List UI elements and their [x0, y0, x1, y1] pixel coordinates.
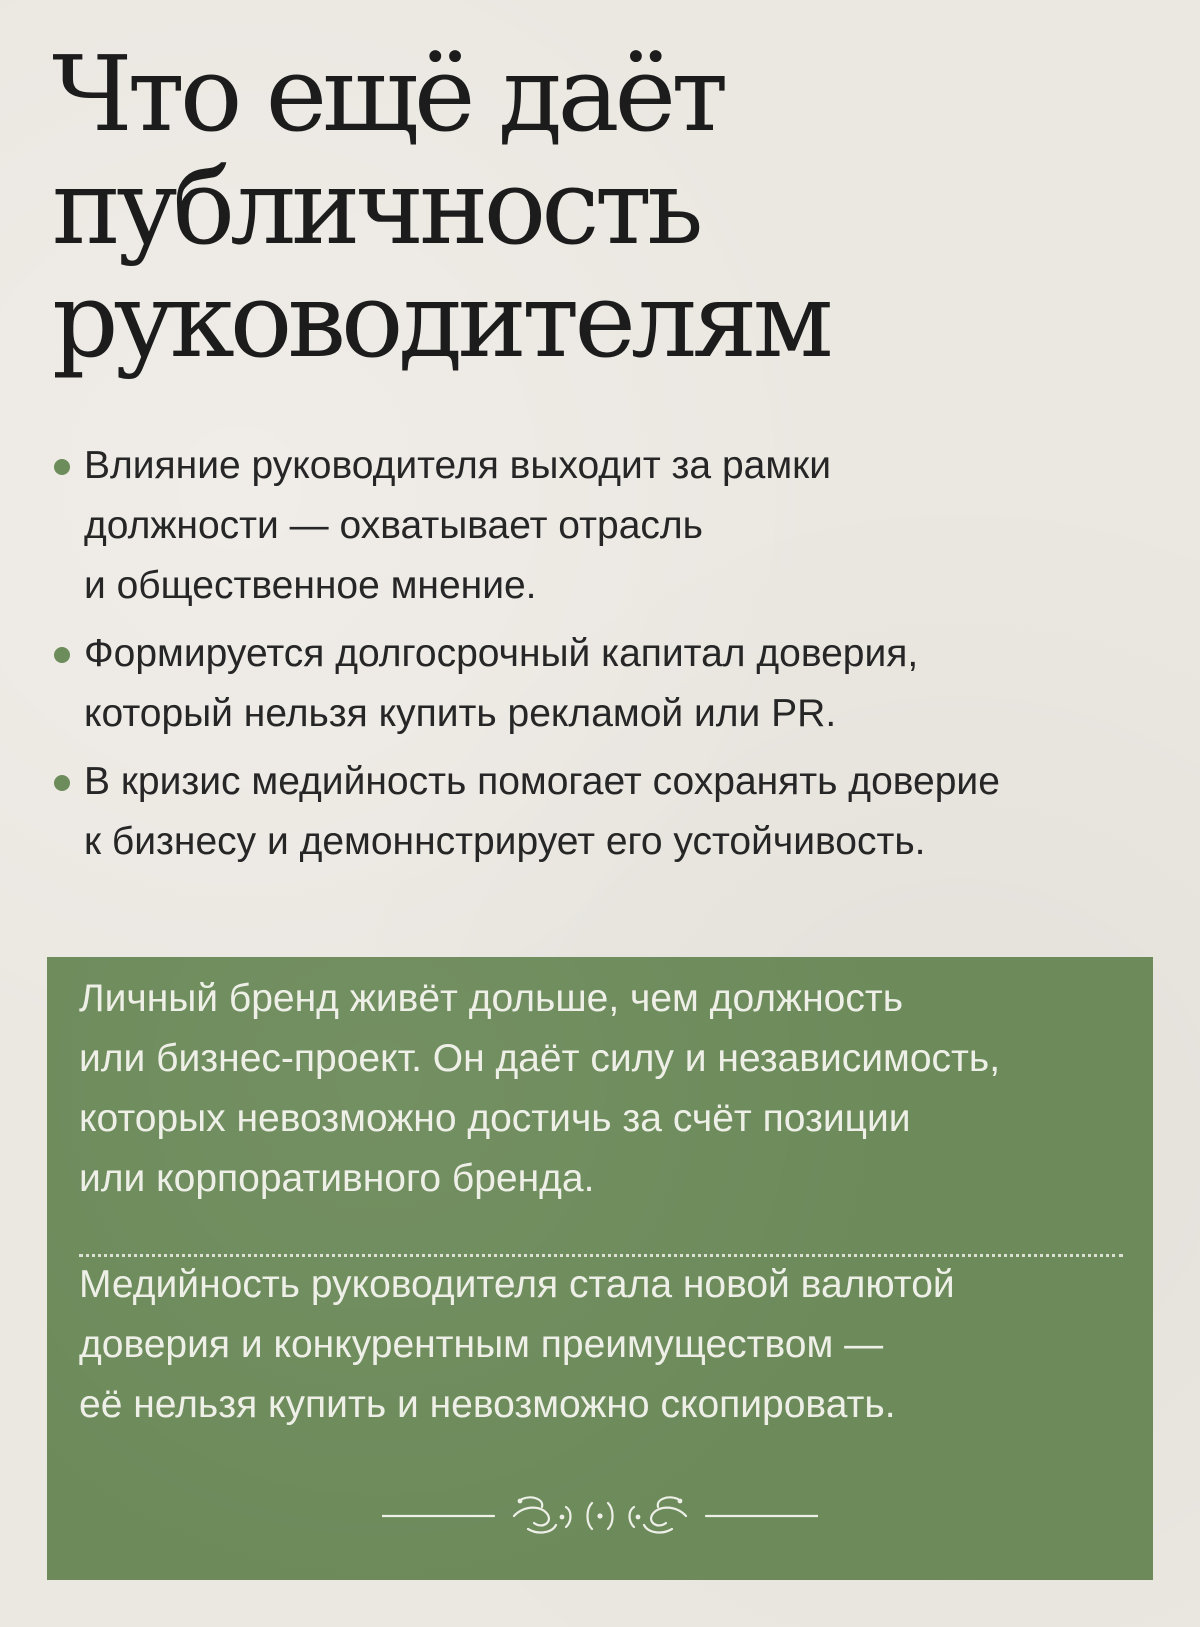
page-title: [52, 33, 1052, 381]
list-item: [54, 752, 1164, 872]
quote-line: которых невозможно достичь за счёт позиции: [79, 1097, 911, 1140]
bullet-dot-icon: [54, 775, 70, 791]
list-item-text: Формируется долгосрочный капитал доверия,: [84, 632, 919, 675]
quote-line: доверия и конкурентным преимуществом —: [79, 1323, 884, 1366]
flourish-ornament-icon: [382, 1489, 818, 1539]
list-item-text: должности — охватывает отрасль: [84, 504, 703, 547]
list-item-text: Влияние руководителя выходит за рамки: [84, 444, 831, 487]
list-item-text: к бизнесу и демоннстрирует его устойчивость.: [84, 820, 926, 863]
title-line: публичность: [52, 146, 699, 268]
quote-line: Личный бренд живёт дольше, чем должность: [79, 977, 904, 1020]
bullet-dot-icon: [54, 647, 70, 663]
list-item: [54, 436, 1164, 616]
title-line: руководителям: [52, 259, 829, 381]
bullet-dot-icon: [54, 459, 70, 475]
benefits-list: [54, 436, 1164, 880]
quote-box: [47, 957, 1153, 1580]
list-item-text: и общественное мнение.: [84, 564, 537, 607]
quote-paragraph: [79, 969, 1139, 1209]
list-item: [54, 624, 1164, 744]
quote-paragraph: [79, 1255, 1139, 1435]
list-item-text: В кризис медийность помогает сохранять доверие: [84, 760, 1000, 803]
quote-line: Медийность руководителя стала новой валютой: [79, 1263, 955, 1306]
list-item-text: который нельзя купить рекламой или PR.: [84, 692, 837, 735]
quote-line: или корпоративного бренда.: [79, 1157, 595, 1200]
title-line: Что ещё даёт: [52, 33, 724, 155]
quote-line: или бизнес-проект. Он даёт силу и независимость,: [79, 1037, 1001, 1080]
quote-line: её нельзя купить и невозможно скопировать.: [79, 1383, 896, 1426]
